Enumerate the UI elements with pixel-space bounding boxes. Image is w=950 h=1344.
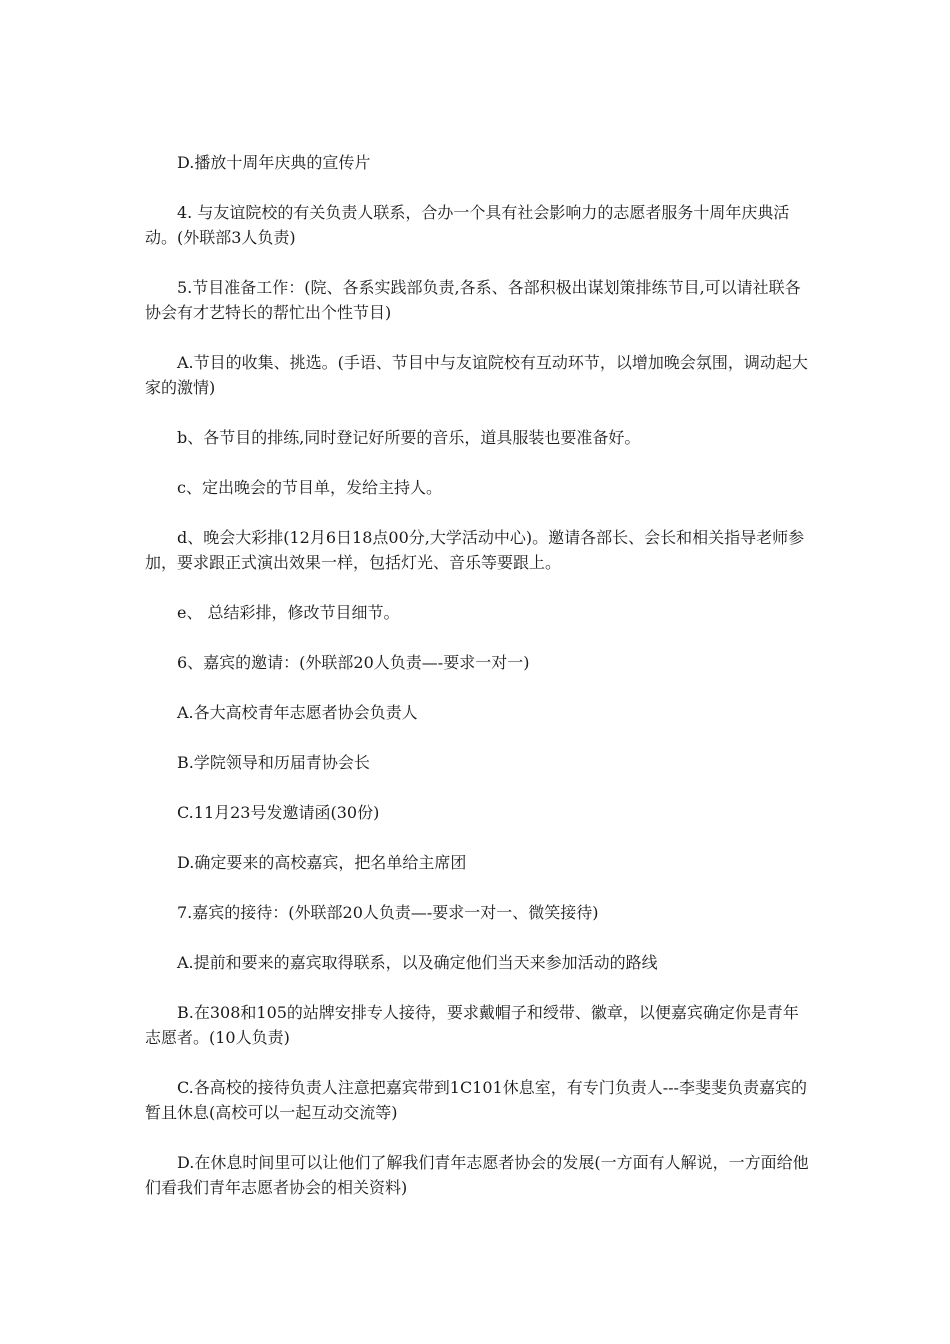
paragraph-program-preparation: 5.节目准备工作：(院、各系实践部负责,各系、各部积极出谋划策排练节目,可以请社联各协会有才艺特长的帮忙出个性节目)	[145, 278, 801, 322]
paragraph-reception-d: D.在休息时间里可以让他们了解我们青年志愿者协会的发展(一方面有人解说，一方面给他们看我们青年志愿者协会的相关资料)	[145, 1153, 809, 1197]
paragraph-guest-invitation: 6、嘉宾的邀请：(外联部20人负责—-要求一对一)	[177, 653, 530, 672]
paragraph-program-rehearsal: b、各节目的排练,同时登记好所要的音乐，道具服装也要准备好。	[177, 428, 641, 447]
paragraph-guest-reception: 7.嘉宾的接待：(外联部20人负责—-要求一对一、微笑接待)	[177, 903, 599, 922]
paragraph-program-collection: A.节目的收集、挑选。(手语、节目中与友谊院校有互动环节，以增加晚会氛围，调动起大家的激情)	[145, 353, 808, 397]
paragraph-guest-b: B.学院领导和历届青协会长	[177, 753, 370, 772]
paragraph-guest-c: C.11月23号发邀请函(30份)	[177, 803, 380, 822]
paragraph-guest-a: A.各大高校青年志愿者协会负责人	[177, 703, 418, 722]
paragraph-partner-schools: 4. 与友谊院校的有关负责人联系，合办一个具有社会影响力的志愿者服务十周年庆典活动。(外联部3人负责)	[145, 203, 790, 247]
paragraph-program-list: c、定出晚会的节目单，发给主持人。	[177, 478, 442, 497]
paragraph-reception-a: A.提前和要来的嘉宾取得联系，以及确定他们当天来参加活动的路线	[177, 953, 658, 972]
paragraph-play-promo-video: D.播放十周年庆典的宣传片	[177, 153, 371, 172]
paragraph-rehearsal-summary: e、 总结彩排，修改节目细节。	[177, 603, 400, 622]
paragraph-guest-d: D.确定要来的高校嘉宾，把名单给主席团	[177, 853, 467, 872]
paragraph-reception-c: C.各高校的接待负责人注意把嘉宾带到1C101休息室，有专门负责人---李斐斐负责嘉宾的暂且休息(高校可以一起互动交流等)	[145, 1078, 807, 1122]
paragraph-dress-rehearsal: d、晚会大彩排(12月6日18点00分,大学活动中心)。邀请各部长、会长和相关指导老师参加，要求跟正式演出效果一样，包括灯光、音乐等要跟上。	[145, 528, 805, 572]
paragraph-reception-b: B.在308和105的站牌安排专人接待，要求戴帽子和绶带、徽章，以便嘉宾确定你是青年志愿者。(10人负责)	[145, 1003, 799, 1047]
